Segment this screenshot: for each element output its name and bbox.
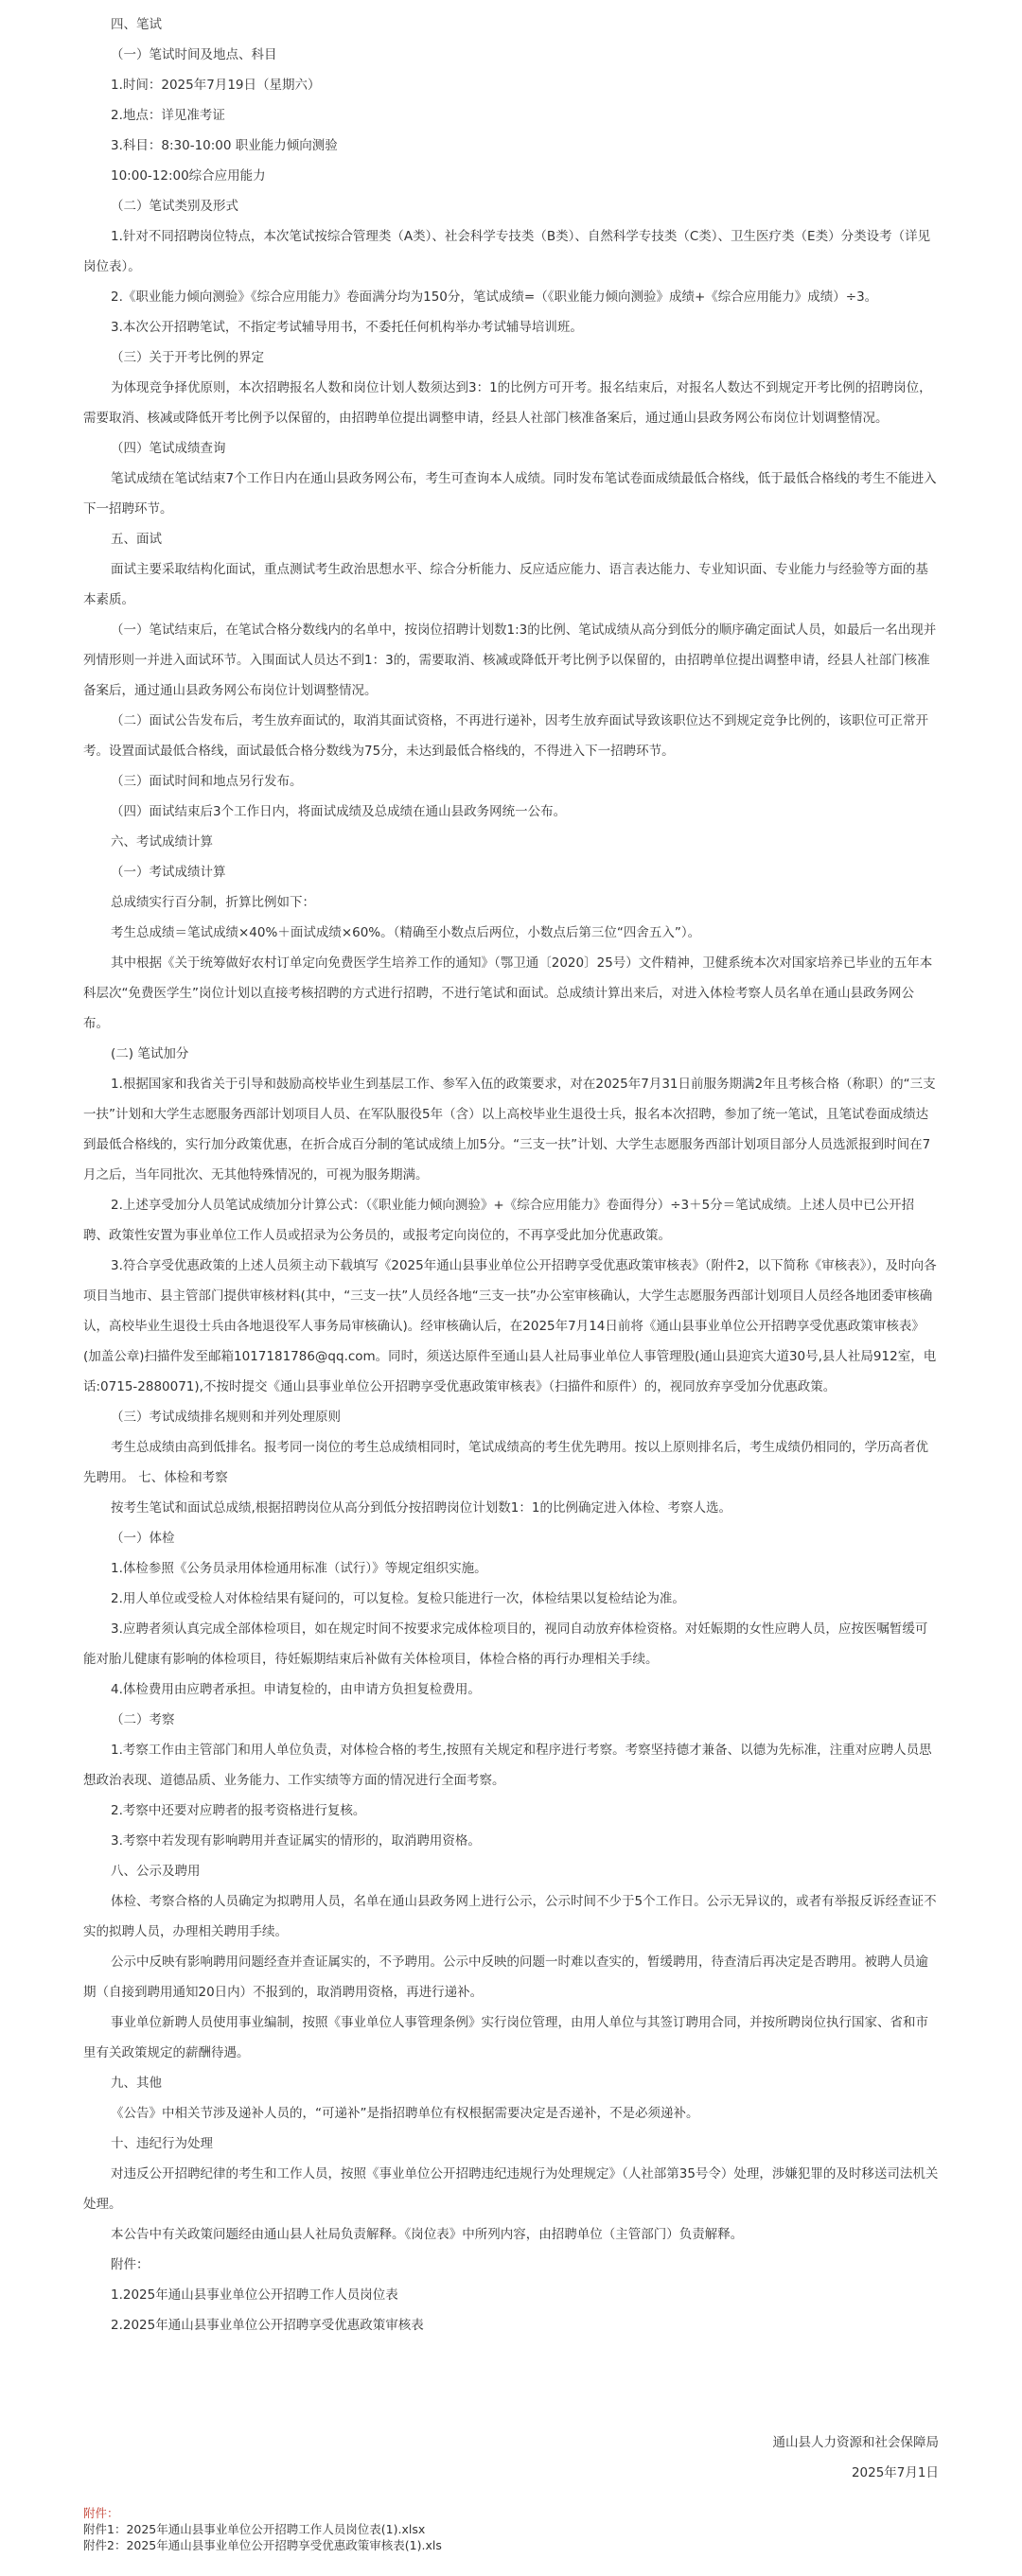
paragraph: 本公告中有关政策问题经由通山县人社局负责解释。《岗位表》中所列内容，由招聘单位（主管部门）负责解释。 xyxy=(111,2227,744,2242)
attachment-heading: 附件： xyxy=(83,2506,119,2520)
paragraph: （二）面试公告发布后，考生放弃面试的，取消其面试资格，不再进行递补，因考生放弃面试导致该职位达不到规定竞争比例的，该职位可正常开考。设置面试最低合格线，面试最低合格分数线为75分，未达到最低合格线的，不得进入下一招聘环节。 xyxy=(83,713,928,759)
paragraph: 3.应聘者须认真完成全部体检项目，如在规定时间不按要求完成体检项目的，视同自动放弃体检资格。对妊娠期的女性应聘人员，应按医嘱暂缓可能对胎儿健康有影响的体检项目，待妊娠期结束后补做有关体检项目，体检合格的再行办理相关手续。 xyxy=(83,1621,928,1667)
paragraph: （一）笔试结束后，在笔试合格分数线内的名单中，按岗位招聘计划数1:3的比例、笔试成绩从高分到低分的顺序确定面试人员，如最后一名出现并列情形则一并进入面试环节。入围面试人员达不到1：3的，需要取消、核减或降低开考比例予以保留的，由招聘单位提出调整申请，经县人社部门核准备案后，通过通山县政务网公布岗位计划调整情况。 xyxy=(83,622,937,698)
paragraph: 2.考察中还要对应聘者的报考资格进行复核。 xyxy=(111,1803,366,1818)
attachment-list xyxy=(83,2505,939,2553)
paragraph: 考生总成绩＝笔试成绩×40%＋面试成绩×60%。（精确至小数点后两位，小数点后第三位“四舍五入”）。 xyxy=(111,925,701,940)
paragraph: （四）笔试成绩查询 xyxy=(111,441,226,456)
paragraph: 2.2025年通山县事业单位公开招聘享受优惠政策审核表 xyxy=(111,2318,424,2333)
paragraph: 总成绩实行百分制，折算比例如下： xyxy=(111,895,315,910)
paragraph: 2.用人单位或受检人对体检结果有疑问的，可以复检。复检只能进行一次，体检结果以复检结论为准。 xyxy=(111,1591,685,1606)
paragraph: 笔试成绩在笔试结束7个工作日内在通山县政务网公布，考生可查询本人成绩。同时发布笔试卷面成绩最低合格线，低于最低合格线的考生不能进入下一招聘环节。 xyxy=(83,471,937,517)
paragraph: 按考生笔试和面试总成绩,根据招聘岗位从高分到低分按招聘岗位计划数1：1的比例确定进入体检、考察人选。 xyxy=(111,1500,731,1516)
paragraph: 2.《职业能力倾向测验》《综合应用能力》卷面满分均为150分，笔试成绩=（《职业能力倾向测验》成绩+《综合应用能力》成绩）÷3。 xyxy=(111,289,878,305)
paragraph: 公示中反映有影响聘用问题经查并查证属实的，不予聘用。公示中反映的问题一时难以查实的，暂缓聘用，待查清后再决定是否聘用。被聘人员逾期（自接到聘用通知20日内）不报到的，取消聘用资格，再进行递补。 xyxy=(83,1954,928,2000)
paragraph: 六、考试成绩计算 xyxy=(111,834,213,850)
paragraph: 2.上述享受加分人员笔试成绩加分计算公式：（《职业能力倾向测验》+《综合应用能力》卷面得分）÷3＋5分＝笔试成绩。上述人员中已公开招聘、政策性安置为事业单位工作人员或招录为公务员的，或报考定向岗位的，不再享受此加分优惠政策。 xyxy=(83,1198,915,1243)
paragraph: 3.本次公开招聘笔试，不指定考试辅导用书，不委托任何机构举办考试辅导培训班。 xyxy=(111,320,583,335)
paragraph: 附件： xyxy=(111,2257,150,2272)
paragraph: （二）考察 xyxy=(111,1712,175,1727)
paragraph: 1.考察工作由主管部门和用人单位负责，对体检合格的考生,按照有关规定和程序进行考察。考察坚持德才兼备、以德为先标准，注重对应聘人员思想政治表现、道德品质、业务能力、工作实绩等方面的情况进行全面考察。 xyxy=(83,1743,932,1788)
paragraph: 《公告》中相关节涉及递补人员的，“可递补”是指招聘单位有权根据需要决定是否递补，不是必须递补。 xyxy=(111,2106,699,2121)
paragraph: 为体现竞争择优原则，本次招聘报名人数和岗位计划人数须达到3：1的比例方可开考。报名结束后，对报名人数达不到规定开考比例的招聘岗位，需要取消、核减或降低开考比例予以保留的，由招聘单位提出调整申请，经县人社部门核准备案后，通过通山县政务网公布岗位计划调整情况。 xyxy=(83,380,932,426)
paragraph: 2.地点：详见准考证 xyxy=(111,108,225,123)
signature-org: 通山县人力资源和社会保障局 xyxy=(772,2435,939,2450)
paragraph: 3.科目：8:30-10:00 职业能力倾向测验 xyxy=(111,138,338,153)
paragraph: 1.根据国家和我省关于引导和鼓励高校毕业生到基层工作、参军入伍的政策要求，对在2025年7月31日前服务期满2年且考核合格（称职）的“三支一扶”计划和大学生志愿服务西部计划项目人员、在军队服役5年（含）以上高校毕业生退役士兵，报名本次招聘，参加了统一笔试，且笔试卷面成绩达到最低合格线的，实行加分政策优惠，在折合成百分制的笔试成绩上加5分。“三支一扶”计划、大学生志愿服务西部计划项目部分人员选派报到时间在7月之后，当年同批次、无其他特殊情况的，可视为服务期满。 xyxy=(83,1077,936,1183)
signature-block xyxy=(83,2427,939,2488)
attachment-link-2[interactable]: 附件2：2025年通山县事业单位公开招聘享受优惠政策审核表(1).xls xyxy=(83,2538,442,2552)
paragraph: （三）面试时间和地点另行发布。 xyxy=(111,774,303,789)
paragraph: 1.体检参照《公务员录用体检通用标准（试行）》等规定组织实施。 xyxy=(111,1561,487,1576)
paragraph: 九、其他 xyxy=(111,2076,162,2091)
paragraph: （四）面试结束后3个工作日内，将面试成绩及总成绩在通山县政务网统一公布。 xyxy=(111,804,567,819)
paragraph: 面试主要采取结构化面试，重点测试考生政治思想水平、综合分析能力、反应适应能力、语言表达能力、专业知识面、专业能力与经验等方面的基本素质。 xyxy=(83,562,928,607)
paragraph: 1.针对不同招聘岗位特点，本次笔试按综合管理类（A类）、社会科学专技类（B类）、自然科学专技类（C类）、卫生医疗类（E类）分类设考（详见岗位表）。 xyxy=(83,229,931,274)
paragraph: （三）关于开考比例的界定 xyxy=(111,350,264,365)
paragraph: （一）体检 xyxy=(111,1531,175,1546)
paragraph: (二) 笔试加分 xyxy=(111,1046,189,1061)
paragraph: （二）笔试类别及形式 xyxy=(111,199,238,214)
paragraph: 十、违纪行为处理 xyxy=(111,2136,213,2151)
paragraph: 对违反公开招聘纪律的考生和工作人员，按照《事业单位公开招聘违纪违规行为处理规定》（人社部第35号令）处理，涉嫌犯罪的及时移送司法机关处理。 xyxy=(83,2166,939,2212)
paragraph: 3.符合享受优惠政策的上述人员须主动下载填写《2025年通山县事业单位公开招聘享受优惠政策审核表》（附件2，以下简称《审核表》），及时向各项目当地市、县主管部门提供审核材料(其中，“三支一扶”人员经各地“三支一扶”办公室审核确认，大学生志愿服务西部计划项目人员经各地团委审核确认，高校毕业生退役士兵由各地退役军人事务局审核确认)。经审核确认后，在2025年7月14日前将《通山县事业单位公开招聘享受优惠政策审核表》(加盖公章)扫描件发至邮箱1017181786@qq.com。同时，须送达原件至通山县人社局事业单位人事管理股(通山县迎宾大道30号,县人社局912室，电话:0715-2880071),不按时提交《通山县事业单位公开招聘享受优惠政策审核表》（扫描件和原件）的，视同放弃享受加分优惠政策。 xyxy=(83,1258,937,1394)
document-body xyxy=(83,9,939,2340)
paragraph: （一）考试成绩计算 xyxy=(111,865,226,880)
paragraph: （三）考试成绩排名规则和并列处理原则 xyxy=(111,1410,341,1425)
paragraph: 1.2025年通山县事业单位公开招聘工作人员岗位表 xyxy=(111,2287,398,2303)
paragraph: 体检、考察合格的人员确定为拟聘用人员，名单在通山县政务网上进行公示，公示时间不少于5个工作日。公示无异议的，或者有举报反诉经查证不实的拟聘人员，办理相关聘用手续。 xyxy=(83,1894,937,1939)
paragraph: 3.考察中若发现有影响聘用并查证属实的情形的，取消聘用资格。 xyxy=(111,1833,481,1849)
paragraph: 考生总成绩由高到低排名。报考同一岗位的考生总成绩相同时，笔试成绩高的考生优先聘用。按以上原则排名后，考生成绩仍相同的，学历高者优先聘用。 七、体检和考察 xyxy=(83,1440,928,1485)
paragraph: 五、面试 xyxy=(111,532,162,547)
paragraph: 1.时间：2025年7月19日（星期六） xyxy=(111,78,321,93)
attachment-link-1[interactable]: 附件1：2025年通山县事业单位公开招聘工作人员岗位表(1).xlsx xyxy=(83,2522,426,2536)
paragraph: 其中根据《关于统筹做好农村订单定向免费医学生培养工作的通知》（鄂卫通〔2020〕25号）文件精神，卫健系统本次对国家培养已毕业的五年本科层次“免费医学生”岗位计划以直接考核招聘的方式进行招聘，不进行笔试和面试。总成绩计算出来后，对进入体检考察人员名单在通山县政务网公布。 xyxy=(83,955,933,1031)
paragraph: 四、笔试 xyxy=(111,17,162,32)
paragraph: 事业单位新聘人员使用事业编制，按照《事业单位人事管理条例》实行岗位管理，由用人单位与其签订聘用合同，并按所聘岗位执行国家、省和市里有关政策规定的薪酬待遇。 xyxy=(83,2015,928,2060)
paragraph: 10:00-12:00综合应用能力 xyxy=(111,168,266,184)
paragraph: 八、公示及聘用 xyxy=(111,1864,201,1879)
signature-date: 2025年7月1日 xyxy=(851,2465,939,2480)
paragraph: （一）笔试时间及地点、科目 xyxy=(111,47,277,62)
paragraph: 4.体检费用由应聘者承担。申请复检的，由申请方负担复检费用。 xyxy=(111,1682,481,1697)
